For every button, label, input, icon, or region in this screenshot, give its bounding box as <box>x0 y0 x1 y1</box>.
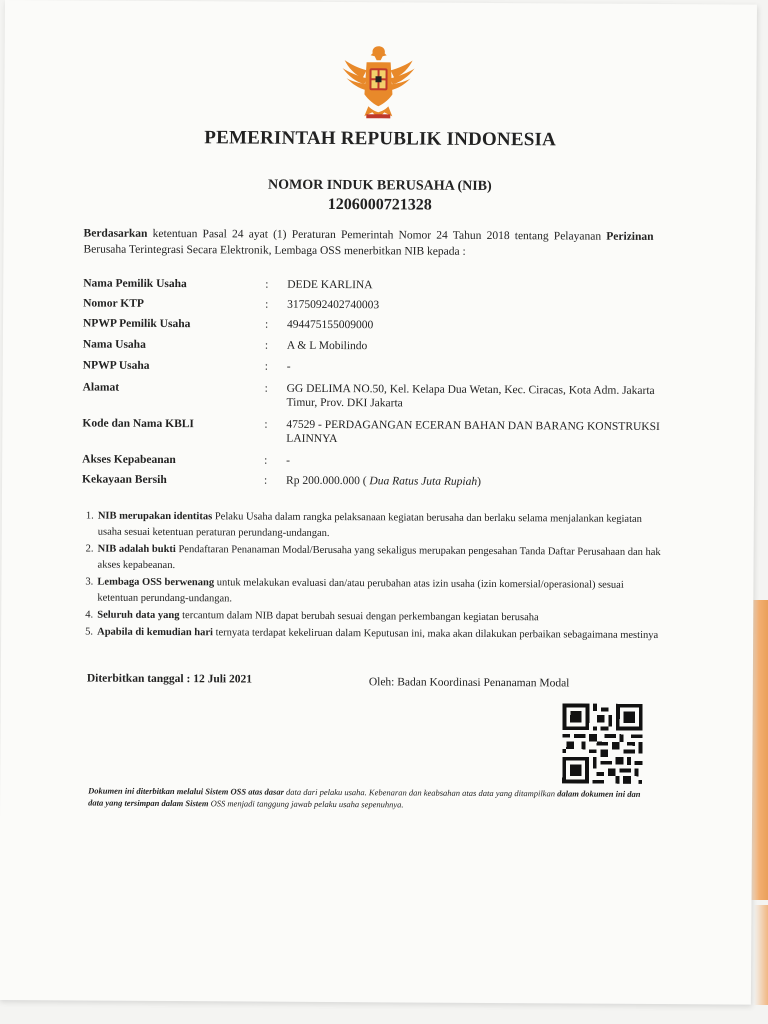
note-bold: NIB adalah bukti <box>97 543 176 556</box>
issuer: Oleh: Badan Koordinasi Penanaman Modal <box>368 676 570 690</box>
document-title: NOMOR INDUK BERUSAHA (NIB) <box>268 177 492 194</box>
field-row-customs-access <box>82 452 682 467</box>
note-rest: Pendaftaran Penanaman Modal/Berusaha yang sekaligus merupakan pengesahan Tanda Daftar Perusahaan dan hak akses kepabeanan. <box>97 544 661 572</box>
note-text <box>97 542 665 577</box>
issue-date-label: Diterbitkan tanggal : <box>86 672 194 686</box>
field-row-owner-name <box>83 276 683 292</box>
field-value: - <box>286 360 291 373</box>
note-item <box>85 625 665 645</box>
field-label: NPWP Usaha <box>82 359 150 372</box>
note-number: 2. <box>85 543 94 555</box>
field-colon: : <box>265 278 269 291</box>
note-item <box>85 542 665 578</box>
net-worth-suffix: ) <box>477 475 481 488</box>
field-value: A & L Mobilindo <box>286 339 368 353</box>
note-text <box>98 509 666 544</box>
paper-edge-shadow-lower <box>754 905 768 1005</box>
field-row-owner-npwp <box>82 316 683 332</box>
government-title: PEMERINTAH REPUBLIK INDONESIA <box>204 127 557 151</box>
field-colon: : <box>264 454 268 467</box>
note-item <box>85 575 665 611</box>
footer-bold-1: Dokumen ini diterbitkan melalui Sistem OSS atas dasar <box>88 785 284 797</box>
qr-code-icon <box>560 703 644 784</box>
issue-date-value: 12 Juli 2021 <box>193 673 253 686</box>
field-value: 494475155009000 <box>286 318 374 332</box>
note-text <box>97 575 665 610</box>
field-colon: : <box>264 318 269 331</box>
field-label: Alamat <box>82 381 120 394</box>
note-text <box>97 625 665 644</box>
field-row-address <box>82 380 683 410</box>
intro-bold-2: Perizinan <box>606 230 654 243</box>
field-colon: : <box>264 382 268 395</box>
intro-lead: Berdasarkan <box>83 227 148 240</box>
field-value: GG DELIMA NO.50, Kel. Kelapa Dua Wetan, Kec. Ciracas, Kota Adm. Jakarta Timur, Prov. DKI Jakarta <box>286 382 655 410</box>
note-number: 4. <box>85 609 94 621</box>
field-label: NPWP Pemilik Usaha <box>82 317 191 331</box>
field-value: DEDE KARLINA <box>287 278 373 292</box>
note-item <box>86 509 666 545</box>
field-row-ktp <box>83 296 683 312</box>
note-number: 1. <box>85 510 94 522</box>
net-worth-amount: Rp 200.000.000 ( <box>286 474 370 488</box>
field-row-business-npwp <box>82 358 683 373</box>
note-bold: Lembaga OSS berwenang <box>97 576 215 589</box>
field-value: - <box>286 454 291 467</box>
note-bold: Apabila di kemudian hari <box>97 626 214 639</box>
note-number: 5. <box>85 626 94 638</box>
note-bold: NIB merupakan identitas <box>97 510 213 523</box>
note-rest: untuk melakukan evaluasi dan/atau perubahan atas izin usaha (izin komersial/operasional) sesuai ketentuan perundang-undangan. <box>97 577 624 605</box>
field-value: 3175092402740003 <box>287 298 380 312</box>
footer-bold-2: dalam dokumen ini dan data yang tersimpan dalam Sistem <box>88 788 641 809</box>
footer-text-2: OSS menjadi tanggung jawab pelaku usaha sepenuhnya. <box>208 798 404 810</box>
notes-list <box>85 509 666 646</box>
field-label: Akses Kepabeanan <box>82 453 176 467</box>
field-colon: : <box>264 418 268 431</box>
field-colon: : <box>264 360 269 373</box>
intro-paragraph <box>83 225 653 260</box>
field-label: Nomor KTP <box>83 297 144 310</box>
field-label: Kekayaan Bersih <box>82 473 167 486</box>
field-label: Nama Pemilik Usaha <box>83 277 187 291</box>
field-label: Kode dan Nama KBLI <box>82 417 194 431</box>
field-row-kbli <box>82 416 682 446</box>
field-label: Nama Usaha <box>82 338 146 351</box>
intro-text-1: ketentuan Pasal 24 ayat (1) Peraturan Pemerintah Nomor 24 Tahun 2018 tentang Pelayanan <box>147 227 607 243</box>
note-bold: Seluruh data yang <box>97 609 180 622</box>
issue-date <box>87 673 252 686</box>
note-rest: Pelaku Usaha dalam rangka pelaksanaan kegiatan berusaha dan berlaku selama menjalankan kegiatan usaha sesuai ketentuan peraturan perundang-undangan. <box>97 511 642 539</box>
field-colon: : <box>265 298 269 311</box>
note-rest: tercantum dalam NIB dapat berubah sesuai dengan perkembangan kegiatan berusaha <box>179 610 539 624</box>
nib-number: 1206000721328 <box>327 195 432 214</box>
footer-text-1: data dari pelaku usaha. Kebenaran dan keabsahan atas data yang ditampilkan <box>283 786 558 799</box>
field-value: 47529 - PERDAGANGAN ECERAN BAHAN DAN BARANG KONSTRUKSI LAINNYA <box>286 418 660 446</box>
footer-disclaimer <box>88 785 648 812</box>
field-colon: : <box>264 339 269 352</box>
garuda-emblem-icon <box>336 40 421 125</box>
field-value <box>286 474 676 490</box>
field-colon: : <box>264 474 268 487</box>
note-number: 3. <box>85 576 94 588</box>
intro-text-2: Berusaha Terintegrasi Secara Elektronik, Lembaga OSS menerbitkan NIB kepada : <box>83 243 466 258</box>
registrant-fields <box>82 276 683 488</box>
net-worth-words: Dua Ratus Juta Rupiah <box>369 475 478 488</box>
note-rest: ternyata terdapat kekeliruan dalam Keputusan ini, maka akan dilakukan perbaikan sebagaimana mestinya <box>212 627 659 642</box>
field-row-net-worth <box>82 472 682 488</box>
field-row-business-name <box>82 337 683 353</box>
